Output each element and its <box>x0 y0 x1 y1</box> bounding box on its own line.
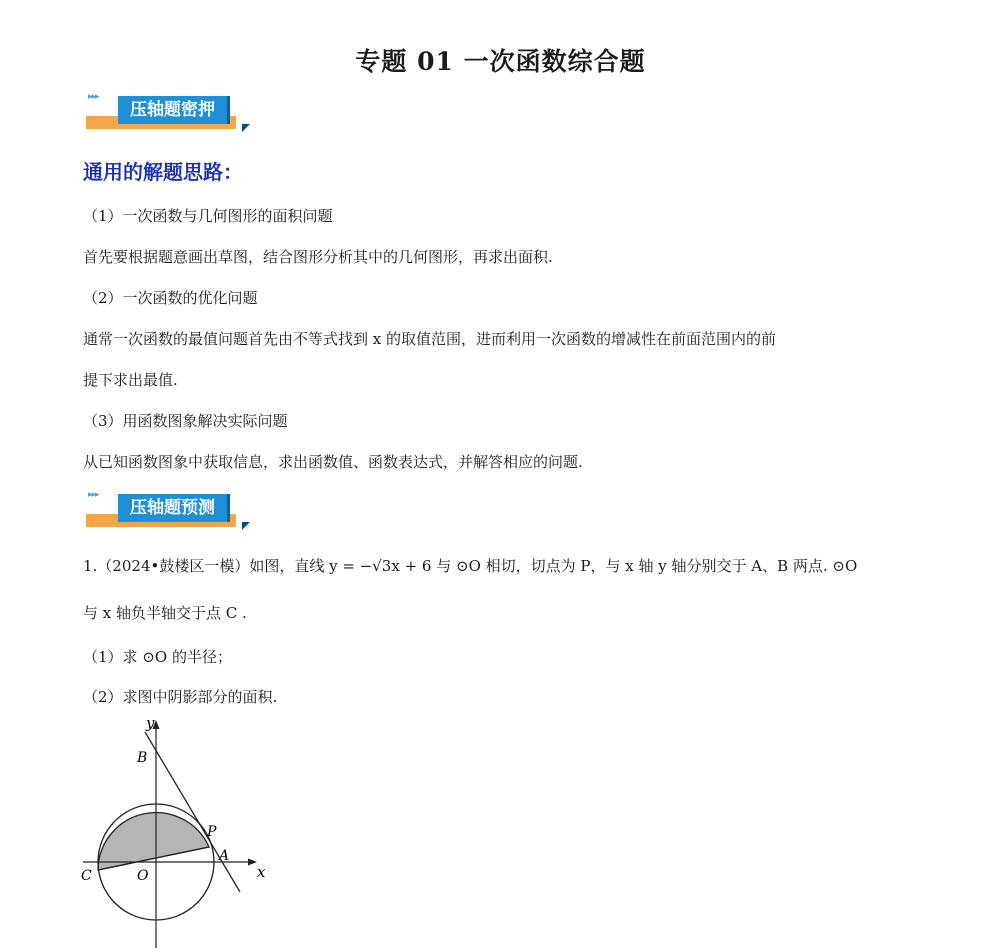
question-1: （1）求 ⊙O 的半径； <box>83 648 232 666</box>
point-line: 通常一次函数的最值问题首先由不等式找到 x 的取值范围，进而利用一次函数的增减性在前面范围内的前 <box>83 330 777 348</box>
point-c-label: C <box>81 868 92 884</box>
point-a-label: A <box>219 848 230 864</box>
x-axis-arrow-icon <box>248 859 257 866</box>
point-line: 提下求出最值. <box>83 371 178 389</box>
point-p-label: P <box>207 824 217 840</box>
banner-fold <box>242 124 250 132</box>
question-2: （2）求图中阴影部分的面积. <box>83 688 278 706</box>
section-banner-1 <box>86 90 266 136</box>
arrow-decoration-icon: ▸▸▸ <box>88 490 99 500</box>
section-heading: 通用的解题思路： <box>83 160 243 184</box>
point-o-label: O <box>137 868 149 884</box>
banner-label: 压轴题密押 <box>118 96 230 124</box>
point-line: （1）一次函数与几何图形的面积问题 <box>83 207 333 225</box>
page-title: 专题 01 一次函数综合题 <box>355 47 646 76</box>
geometry-figure <box>75 712 275 950</box>
point-line: （2）一次函数的优化问题 <box>83 289 258 307</box>
arrow-decoration-icon: ▸▸▸ <box>88 92 99 102</box>
point-line: （3）用函数图象解决实际问题 <box>83 412 288 430</box>
y-axis-label: y <box>146 714 155 732</box>
x-axis-label: x <box>257 863 266 881</box>
point-b-label: B <box>137 750 148 766</box>
point-line: 首先要根据题意画出草图，结合图形分析其中的几何图形，再求出面积. <box>83 248 553 266</box>
banner-fold <box>242 522 250 530</box>
section-banner-2 <box>86 488 266 534</box>
point-line: 从已知函数图象中获取信息，求出函数值、函数表达式，并解答相应的问题. <box>83 453 583 471</box>
problem-line-2: 与 x 轴负半轴交于点 C . <box>83 604 247 622</box>
banner-label: 压轴题预测 <box>118 494 230 522</box>
problem-line-1: 1.（2024•鼓楼区一模）如图，直线 y = −√3x + 6 与 ⊙O 相切，切点为 P，与 x 轴 y 轴分别交于 A、B 两点. ⊙O <box>83 557 858 575</box>
